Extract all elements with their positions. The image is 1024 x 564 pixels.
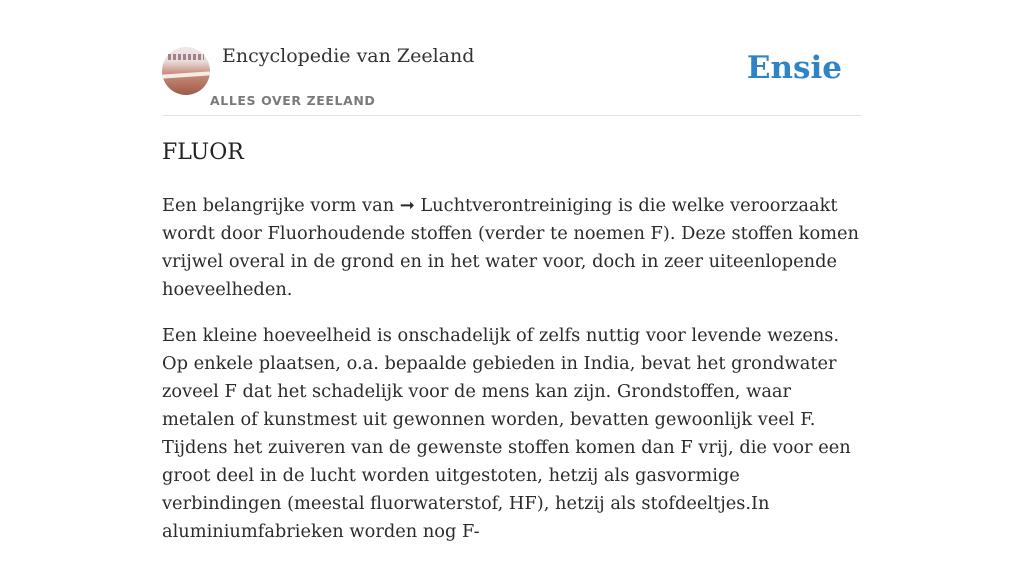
ensie-logo[interactable]: Ensie bbox=[746, 50, 842, 86]
site-avatar[interactable] bbox=[162, 47, 210, 95]
site-subtitle: ALLES OVER ZEELAND bbox=[210, 93, 376, 108]
article-paragraph: Een belangrijke vorm van ➞ Luchtverontreiniging is die welke veroorzaakt wordt door Fluorhoudende stoffen (verder te noemen F). Deze stoffen komen vrijwel overal in de grond en in het water voor, doch in zeer uiteenlopende hoeveelheden. bbox=[162, 195, 859, 300]
article-paragraph: Een kleine hoeveelheid is onschadelijk of zelfs nuttig voor levende wezens. Op enkele plaatsen, o.a. bepaalde gebieden in India, bevat het grondwater zoveel F dat het schadelijk voor de mens kan zijn. Grondstoffen, waar metalen of kunstmest uit gewonnen worden, bevatten gewoonlijk veel F. Tijdens het zuiveren van de gewenste stoffen komen dan F vrij, die voor een groot deel in de lucht worden uitgestoten, hetzij als gasvormige verbindingen (meestal fluorwaterstof, HF), hetzij als stofdeeltjes.In aluminiumfabrieken worden nog F- bbox=[162, 325, 851, 542]
site-header bbox=[162, 0, 862, 116]
site-title[interactable]: Encyclopedie van Zeeland bbox=[222, 45, 475, 67]
article-title: FLUOR bbox=[162, 140, 244, 165]
avatar-detail bbox=[162, 71, 210, 78]
article-body bbox=[162, 192, 862, 564]
avatar-detail bbox=[168, 54, 204, 60]
